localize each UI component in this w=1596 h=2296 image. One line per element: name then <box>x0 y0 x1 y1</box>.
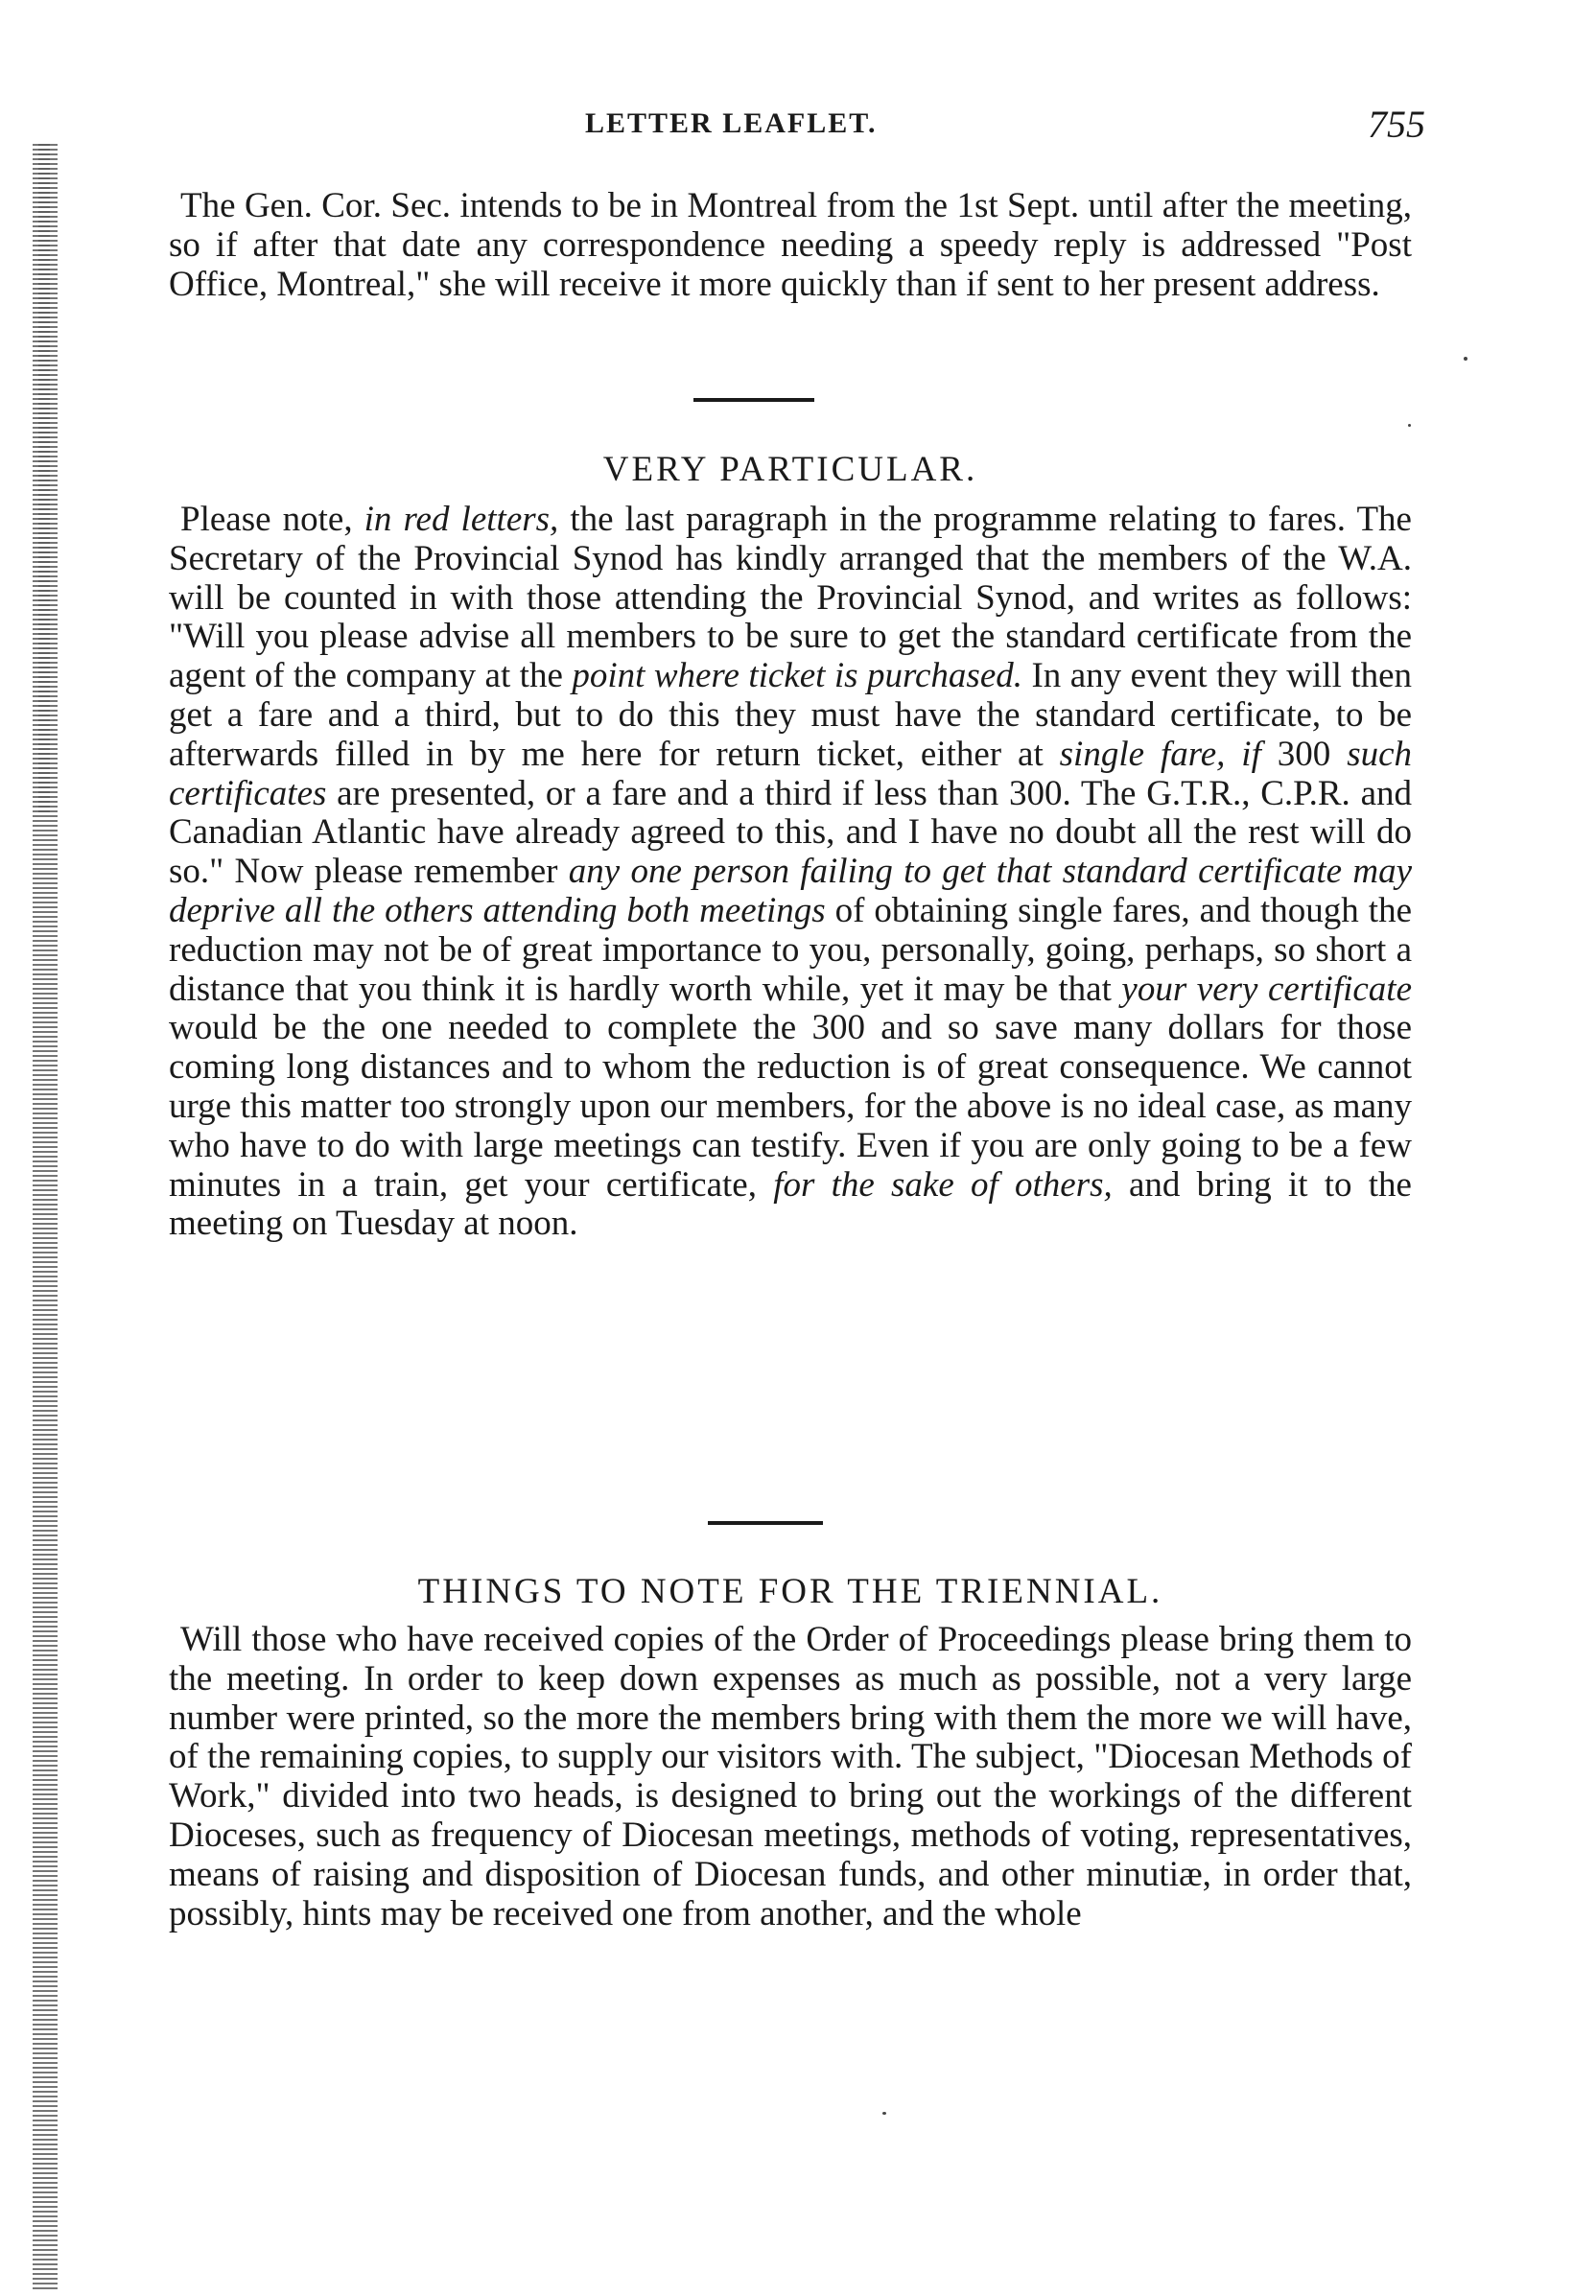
text-run: would be the one needed to complete the 300 and so save many dollars for those coming long distances and to whom the reduction is of great consequence. We cannot urge this matter too strongly upon our members, for the above is no ideal case, as many who have to do with large meetings can testify. Even if you are only going to be a few minutes in a train, get your certificate, <box>169 1008 1412 1205</box>
text-run: of obtaining single fares, and though the reduction may not be of great importance to you, personally, going, perhaps, so short a distance that you think it is hardly worth while, yet it may be that <box>169 890 1412 1009</box>
intro-text: The Gen. Cor. Sec. intends to be in Montreal from the 1st Sept. until after the meeting, so if after that date any correspondence needing a speedy reply is addressed "Post Office, Montreal," she will receive it more quickly than if sent to her present address. <box>169 186 1412 304</box>
italic-phrase: for the sake of others, <box>773 1164 1113 1205</box>
italic-phrase: such certificates <box>169 734 1413 813</box>
very-particular-text <box>169 501 1412 1244</box>
triennial-text: Will those who have received copies of the Order of Proceedings please bring them to the meeting. In order to keep down expenses as much as possible, not a very large number were printed, so the more the members bring with them the more we will have, of the remaining copies, to supply our visitors with. The subject, "Diocesan Methods of Work," divided into two heads, is designed to bring out the workings of the different Dioceses, such as frequency of Diocesan meetings, methods of voting, representatives, means of raising and disposition of Diocesan funds, and other minutiæ, in order that, possibly, hints may be received one from another, and the whole <box>169 1620 1412 1933</box>
scan-speck <box>882 2112 886 2115</box>
very-particular-paragraph <box>169 501 1412 1244</box>
italic-phrase: point where ticket is purchased. <box>572 656 1023 696</box>
scan-speck <box>1464 357 1467 361</box>
italic-phrase: any one person failing to get that standard certificate may deprive all the others attending both meetings <box>169 852 1413 930</box>
text-run: 300 <box>1260 734 1348 774</box>
scan-speck <box>1408 424 1411 427</box>
triennial-paragraph <box>169 1621 1412 1933</box>
section-divider <box>693 398 814 402</box>
text-run: Please note, <box>180 500 364 539</box>
running-title: LETTER LEAFLET. <box>585 107 878 139</box>
text-run: are presented, or a fare and a third if less than 300. The G.T.R., C.P.R. and Canadian Atlantic have already agreed to this, and I have no doubt all the rest will do so." Now please remember <box>169 773 1412 892</box>
intro-paragraph <box>169 187 1412 304</box>
text-run: In any event they will then get a fare and a third, but to do this they must have the standard certificate, to be afterwards filled in by me here for return ticket, either at <box>169 656 1412 774</box>
section-title-triennial: THINGS TO NOTE FOR THE TRIENNIAL. <box>417 1572 1163 1611</box>
italic-phrase: your very certificate <box>1121 969 1413 1009</box>
italic-phrase: in red letters, <box>364 500 559 539</box>
page-number: 755 <box>1368 103 1425 146</box>
text-run: the last paragraph in the programme relating to fares. The Secretary of the Provincial Synod has kindly arranged that the members of the W.A. will be counted in with those attending the Provincial Synod, and writes as follows: "Will you please advise all members to be sure to get the standard certificate from the agent of the company at the <box>169 500 1412 696</box>
text-run: and bring it to the meeting on Tuesday at noon. <box>169 1164 1412 1244</box>
italic-phrase: single fare, if <box>1059 734 1261 774</box>
section-title-very-particular: VERY PARTICULAR. <box>602 450 978 489</box>
section-divider <box>708 1521 823 1525</box>
binding-edge-shadow <box>38 144 50 815</box>
